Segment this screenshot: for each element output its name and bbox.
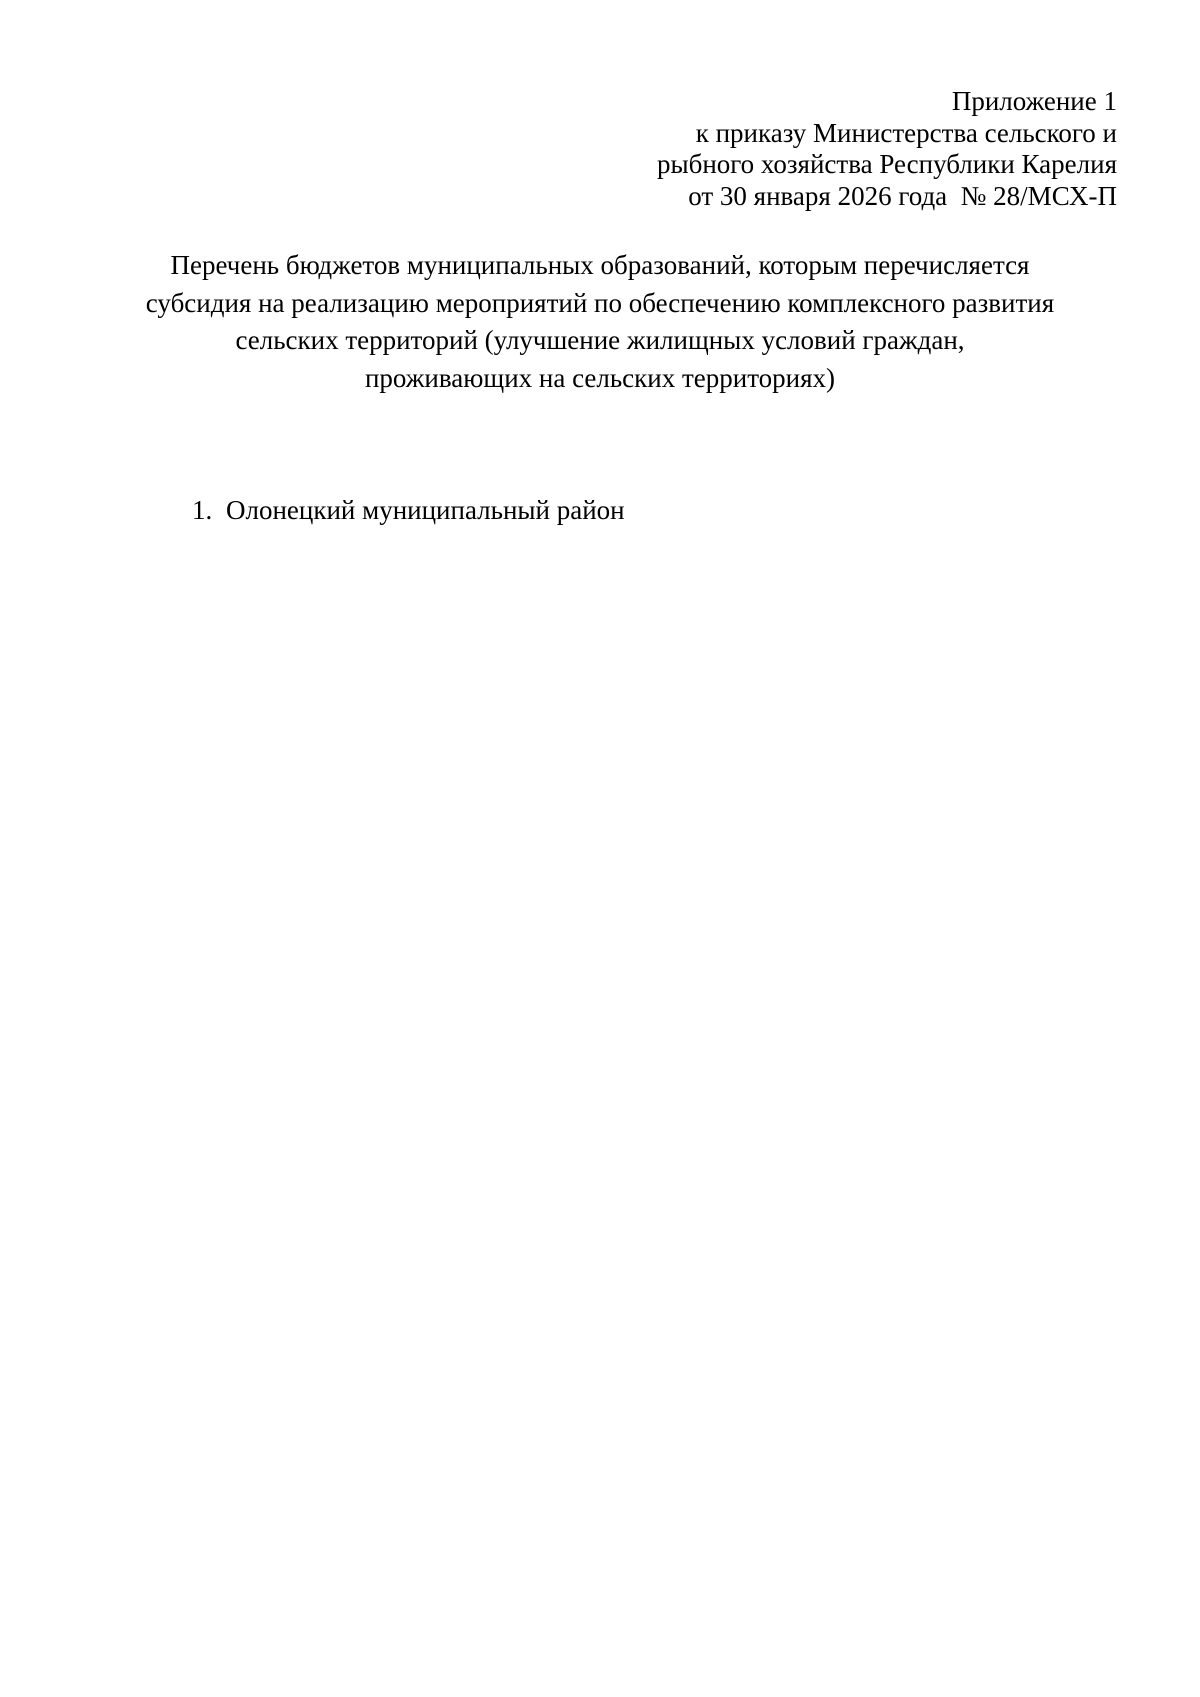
- list-item-text: Олонецкий муниципальный район: [226, 495, 625, 525]
- appendix-order-reference: к приказу Министерства сельского и: [695, 117, 1117, 148]
- list-item-number: 1.: [192, 495, 213, 525]
- appendix-number: Приложение 1: [951, 86, 1117, 116]
- title-line-4: проживающих на сельских территориях): [364, 363, 836, 394]
- title-line-3: сельских территорий (улучшение жилищных условий граждан,: [235, 325, 965, 356]
- appendix-header: [657, 86, 1117, 212]
- document-title: [0, 247, 1200, 398]
- list-item: [192, 494, 625, 526]
- title-line-1: Перечень бюджетов муниципальных образований, которым перечисляется: [170, 250, 1030, 280]
- municipality-list: [192, 494, 625, 526]
- title-line-2: субсидия на реализацию мероприятий по обеспечению комплексного развития: [145, 287, 1055, 318]
- appendix-date-number: от 30 января 2026 года № 28/МСХ-П: [688, 180, 1117, 211]
- appendix-ministry: рыбного хозяйства Республики Карелия: [656, 149, 1117, 179]
